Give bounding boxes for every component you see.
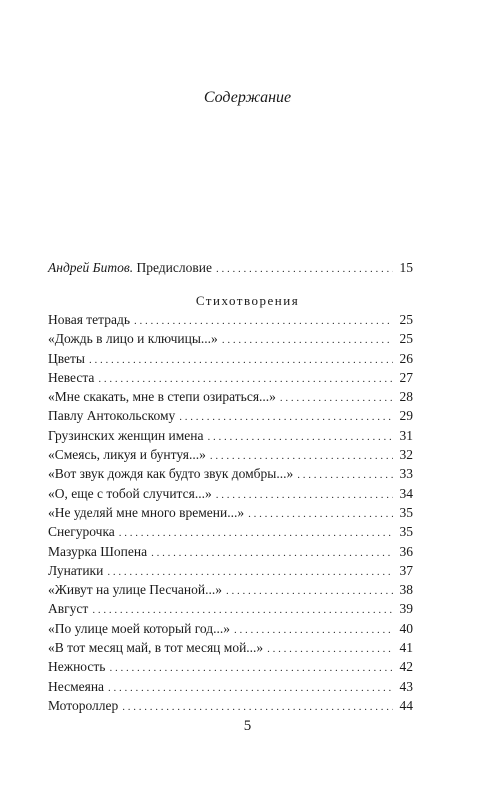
toc-entry-title: «Живут на улице Песчаной...» — [48, 582, 222, 598]
toc-entry-title: Лунатики — [48, 562, 104, 578]
toc-entry[interactable] — [48, 445, 413, 464]
toc-entry-title: «Вот звук дождя как будто звук домбры...» — [48, 466, 294, 482]
toc-entry-page: 27 — [399, 369, 413, 385]
toc-entry[interactable] — [48, 310, 413, 329]
toc-entry[interactable] — [48, 677, 413, 696]
toc-entry-title: «Мне скакать, мне в степи озираться...» — [48, 389, 276, 405]
toc-entry[interactable] — [48, 349, 413, 368]
toc-entry-preface[interactable] — [48, 258, 413, 277]
toc-entry[interactable] — [48, 387, 413, 406]
dot-leader — [179, 408, 393, 427]
toc-entry[interactable] — [48, 368, 413, 387]
toc-entry-title: Павлу Антокольскому — [48, 408, 176, 424]
dot-leader — [280, 389, 393, 408]
toc-entry-page: 37 — [399, 562, 413, 578]
toc-entry-page: 35 — [399, 524, 413, 540]
toc-entry-page: 35 — [399, 504, 413, 520]
toc-entry-title: Новая тетрадь — [48, 312, 130, 327]
toc-entry-title: Невеста — [48, 369, 95, 385]
dot-leader — [89, 351, 393, 370]
dot-leader — [267, 640, 393, 659]
toc-entry-page: 40 — [399, 620, 413, 636]
toc-entry[interactable] — [48, 580, 413, 599]
toc-entry-page: 38 — [399, 582, 413, 598]
toc-entry[interactable] — [48, 484, 413, 503]
dot-leader — [297, 466, 393, 485]
dot-leader — [226, 582, 393, 601]
dot-leader — [151, 544, 393, 563]
dot-leader — [108, 679, 393, 698]
toc-entry-page: 26 — [399, 350, 413, 366]
toc-entry[interactable] — [48, 696, 413, 715]
toc-entry[interactable] — [48, 426, 413, 445]
toc-entry[interactable] — [48, 329, 413, 348]
toc-entry-page: 44 — [399, 697, 413, 713]
toc-entry[interactable] — [48, 619, 413, 638]
toc-entry-title: «О, еще с тобой случится...» — [48, 485, 212, 501]
toc-poems — [48, 310, 413, 715]
toc-entry[interactable] — [48, 561, 413, 580]
toc-entry-page: 33 — [399, 466, 413, 482]
toc-entry[interactable] — [48, 522, 413, 541]
dot-leader — [119, 524, 393, 543]
toc-entry-title: «Дождь в лицо и ключицы...» — [48, 331, 218, 347]
toc-entry-page: 28 — [399, 389, 413, 405]
toc-entry-title: «Смеясь, ликуя и бунтуя...» — [48, 447, 206, 463]
toc-entry-title — [48, 258, 212, 277]
toc-entry-page: 39 — [399, 601, 413, 617]
toc-entry-title-text: Предисловие — [136, 260, 212, 275]
toc-entry-page: 32 — [399, 447, 413, 463]
toc-entry-page: 43 — [399, 678, 413, 694]
toc-entry-title: Мазурка Шопена — [48, 543, 148, 559]
toc-entry-page: 15 — [399, 260, 413, 275]
toc-entry-title: «Не уделяй мне много времени...» — [48, 504, 245, 520]
dot-leader — [109, 659, 393, 678]
toc-entry[interactable] — [48, 599, 413, 618]
toc-entry-page: 34 — [399, 485, 413, 501]
toc-entry-title: «По улице моей который год...» — [48, 620, 231, 636]
page-number: 5 — [243, 718, 252, 734]
dot-leader — [248, 505, 393, 524]
toc-entry[interactable] — [48, 638, 413, 657]
toc-entry-page: 41 — [399, 640, 413, 656]
toc-entry-page: 36 — [399, 543, 413, 559]
toc-entry-page: 31 — [399, 427, 413, 443]
toc-entry-title: Мотороллер — [48, 697, 119, 713]
toc-entry-title: Август — [48, 601, 89, 617]
toc-entry-title: Цветы — [48, 350, 86, 366]
toc-entry-title: Нежность — [48, 659, 106, 675]
toc-entry-title: Несмеяна — [48, 678, 105, 694]
toc-entry[interactable] — [48, 657, 413, 676]
toc-preface — [48, 258, 413, 277]
toc-entry-page: 42 — [399, 659, 413, 675]
toc-entry-title: «В тот месяц май, в тот месяц мой...» — [48, 640, 264, 656]
toc-entry-page: 29 — [399, 408, 413, 424]
toc-entry-page: 25 — [399, 331, 413, 347]
toc-entry[interactable] — [48, 542, 413, 561]
toc-entry-title: Грузинских женщин имена — [48, 427, 204, 443]
toc-entry-title: Снегурочка — [48, 524, 115, 540]
dot-leader — [122, 698, 393, 717]
toc-entry[interactable] — [48, 464, 413, 483]
dot-leader — [216, 260, 393, 279]
section-title: Стихотворения — [195, 293, 300, 308]
toc-entry[interactable] — [48, 406, 413, 425]
page-title: Содержание — [203, 89, 292, 106]
toc-entry-page: 25 — [399, 312, 413, 327]
dot-leader — [222, 331, 393, 350]
toc-entry-author: Андрей Битов. — [48, 260, 134, 275]
dot-leader — [208, 428, 393, 447]
toc-entry[interactable] — [48, 503, 413, 522]
